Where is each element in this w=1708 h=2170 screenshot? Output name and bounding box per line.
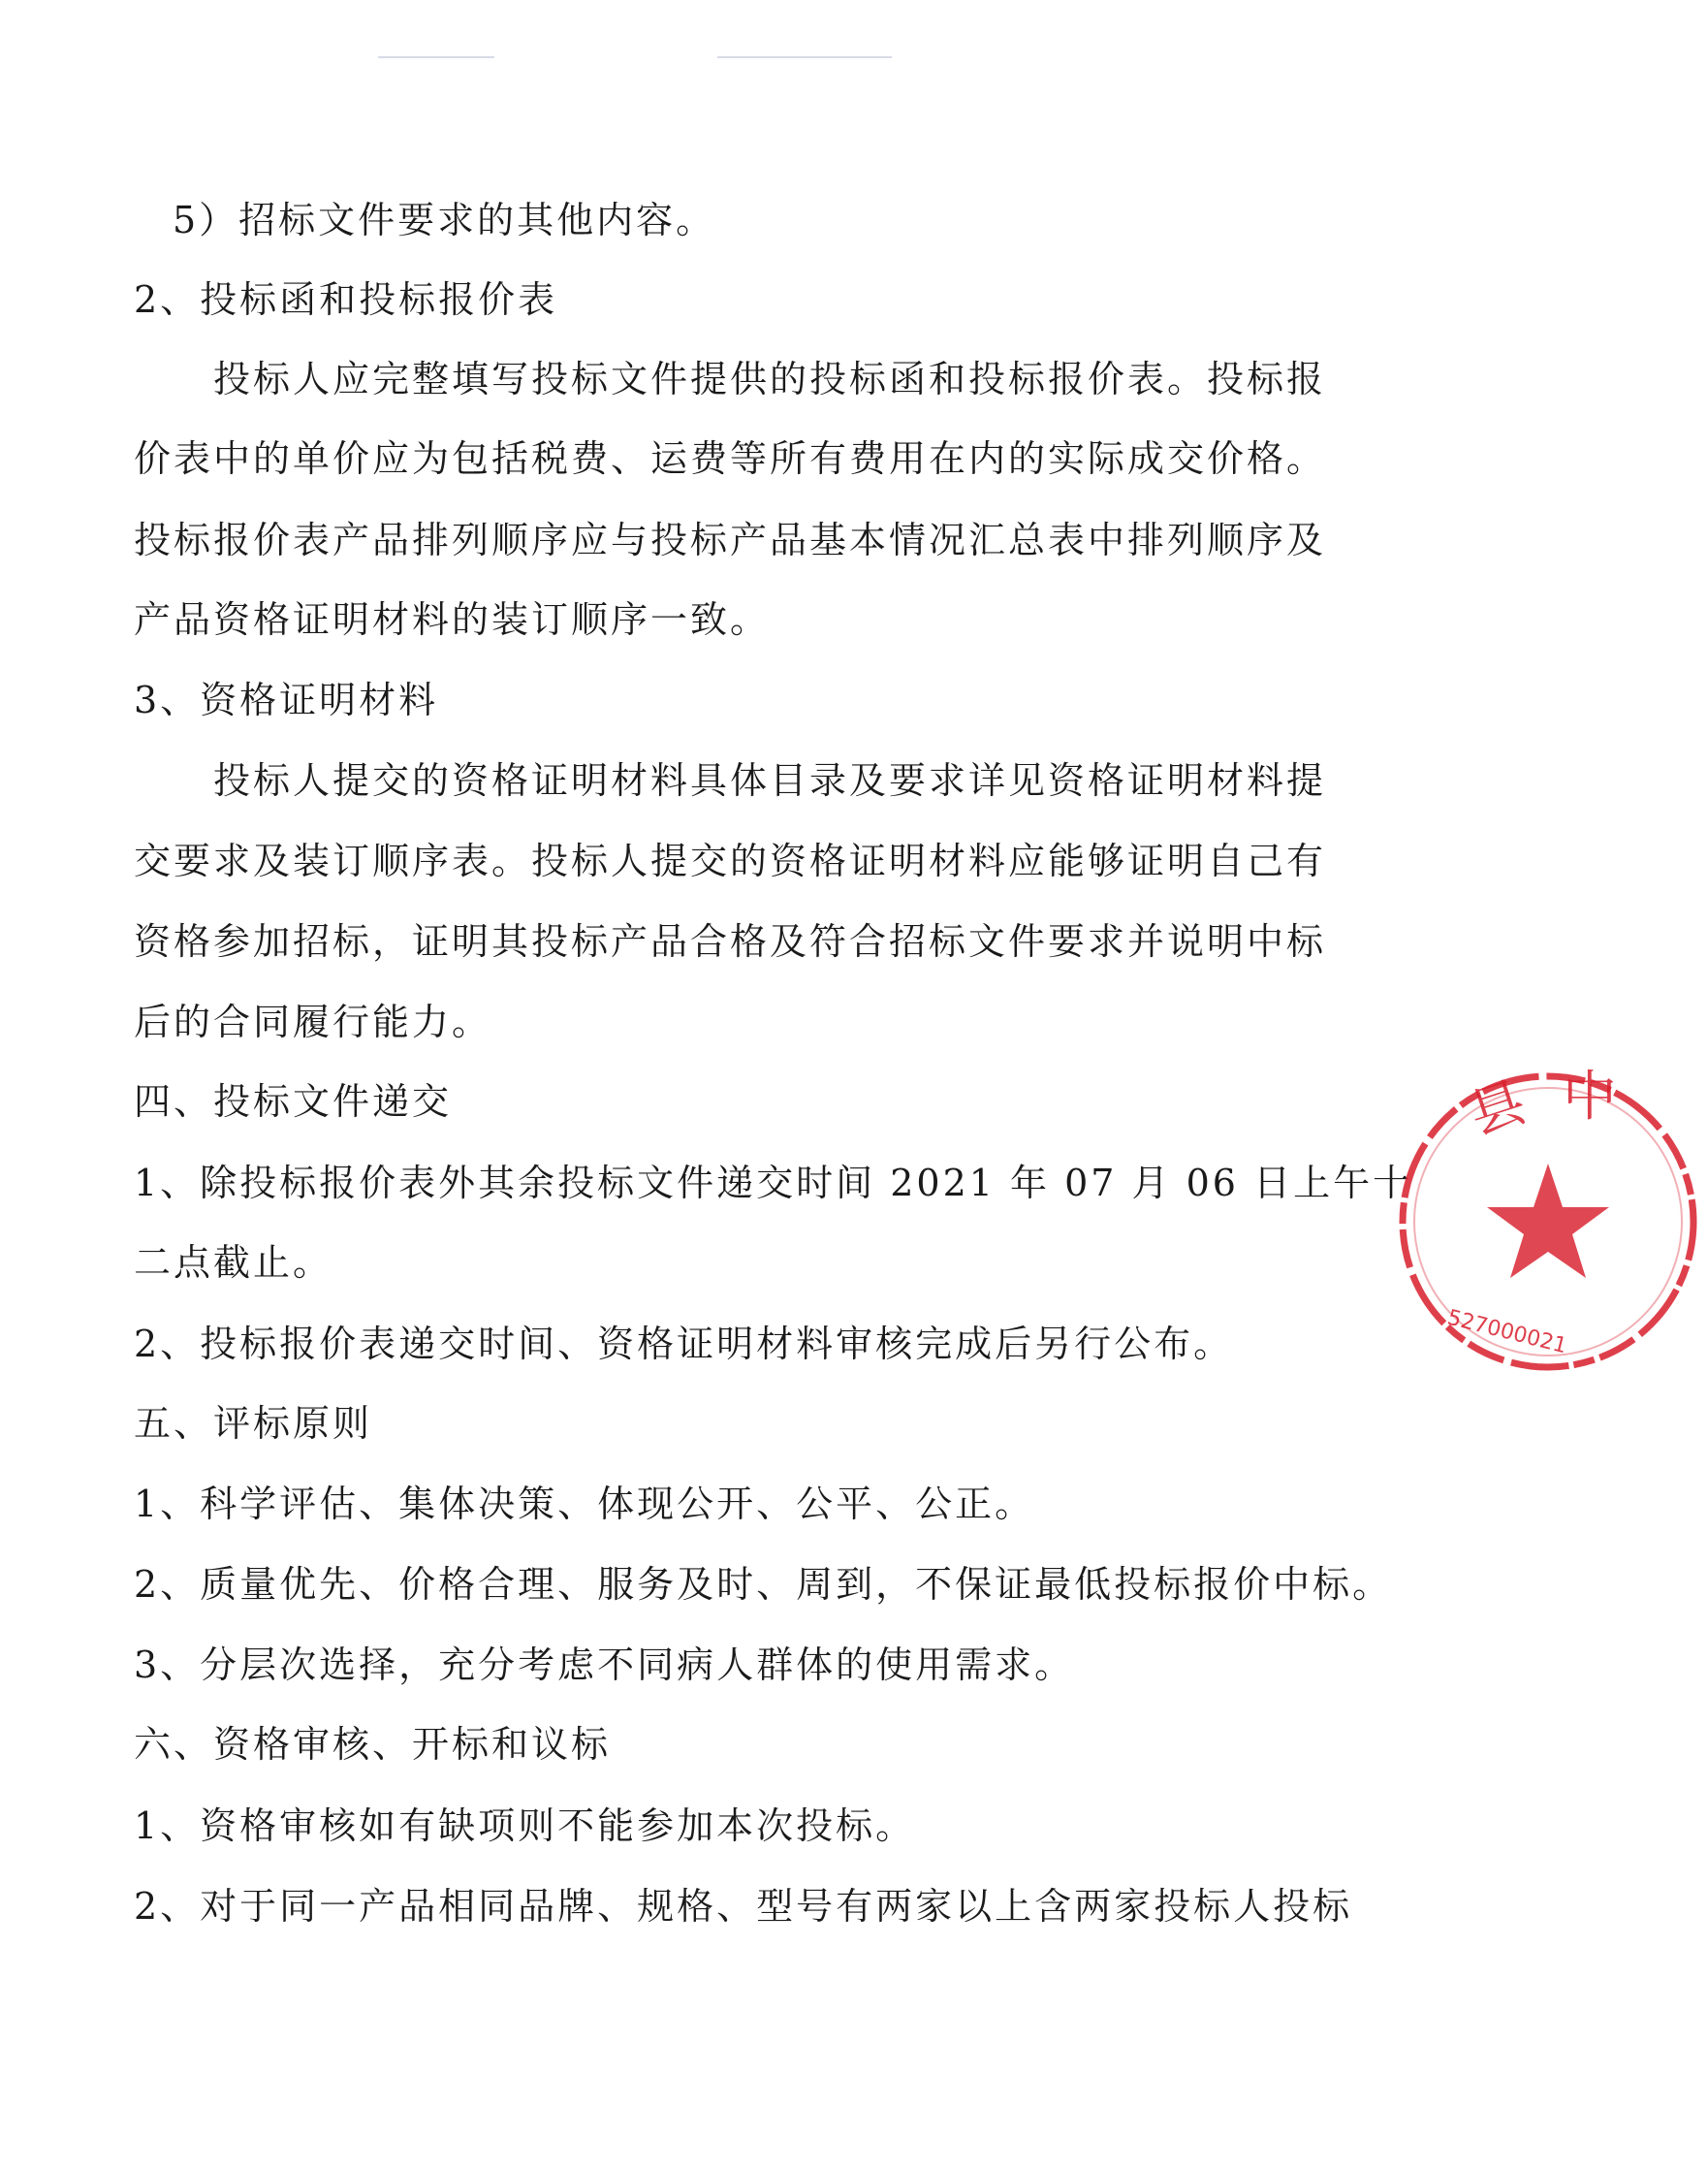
paragraph-line: 投标人应完整填写投标文件提供的投标函和投标报价表。投标报: [213, 358, 1327, 400]
paragraph-line: 投标人提交的资格证明材料具体目录及要求详见资格证明材料提: [213, 759, 1327, 802]
paragraph-line: 二点截止。: [134, 1241, 333, 1284]
section-heading-submission: 四、投标文件递交: [134, 1080, 453, 1123]
section-heading-review: 六、资格审核、开标和议标: [134, 1723, 612, 1766]
seal-char: 中: [1563, 1066, 1617, 1129]
paragraph-line: 投标报价表产品排列顺序应与投标产品基本情况汇总表中排列顺序及: [134, 519, 1327, 561]
seal-char: 县: [1462, 1070, 1534, 1148]
scan-artifact: [717, 56, 892, 58]
section-heading-evaluation: 五、评标原则: [134, 1402, 373, 1445]
paragraph-line: 资格参加招标，证明其投标产品合格及符合招标文件要求并说明中标: [134, 920, 1327, 963]
paragraph-line: 1、资格审核如有缺项则不能参加本次投标。: [134, 1804, 916, 1847]
heading-qualification-materials: 3、资格证明材料: [134, 679, 439, 721]
paragraph-line: 1、除投标报价表外其余投标文件递交时间 2021 年 07 月 06 日上午十: [134, 1162, 1413, 1204]
heading-bid-letter: 2、投标函和投标报价表: [134, 278, 558, 321]
paragraph-line: 2、投标报价表递交时间、资格证明材料审核完成后另行公布。: [134, 1323, 1234, 1365]
paragraph-line: 后的合同履行能力。: [134, 1001, 492, 1043]
paragraph-line: 2、质量优先、价格合理、服务及时、周到，不保证最低投标报价中标。: [134, 1563, 1393, 1606]
scan-artifact: [378, 56, 494, 58]
paragraph-line: 产品资格证明材料的装订顺序一致。: [134, 598, 771, 641]
paragraph-line: 1、科学评估、集体决策、体现公开、公平、公正。: [134, 1483, 1035, 1525]
seal-number: 527000021: [1444, 1305, 1569, 1359]
paragraph-line: 3、分层次选择，充分考虑不同病人群体的使用需求。: [134, 1643, 1075, 1686]
item-5-other-requirements: 5）招标文件要求的其他内容。: [173, 199, 716, 241]
paragraph-line: 价表中的单价应为包括税费、运费等所有费用在内的实际成交价格。: [134, 437, 1327, 480]
official-seal-stamp: [1388, 1062, 1708, 1382]
paragraph-line: 2、对于同一产品相同品牌、规格、型号有两家以上含两家投标人投标: [134, 1885, 1353, 1928]
paragraph-line: 交要求及装订顺序表。投标人提交的资格证明材料应能够证明自己有: [134, 840, 1327, 882]
